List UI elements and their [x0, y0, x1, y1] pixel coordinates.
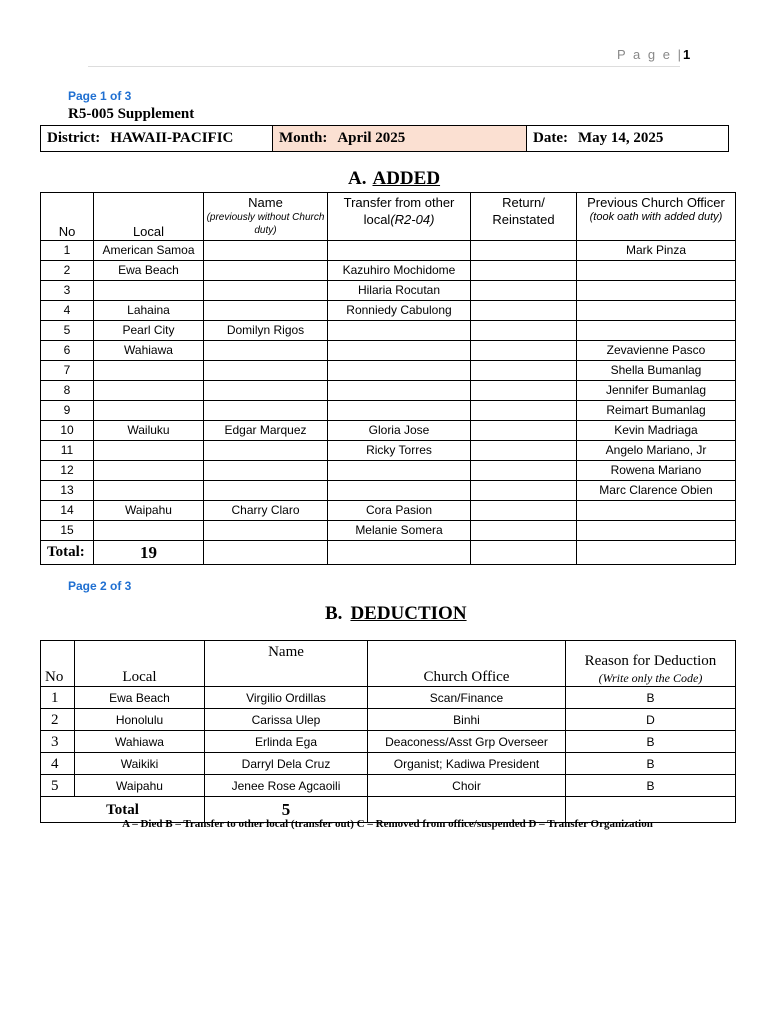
added-cell-officer: Shella Bumanlag [577, 361, 736, 381]
page-marker-first: Page 1 of 3 [68, 89, 132, 103]
added-cell-no: 6 [41, 341, 94, 361]
added-cell-name [204, 521, 328, 541]
added-cell-no: 3 [41, 281, 94, 301]
table-row [41, 775, 736, 797]
added-cell-return [471, 301, 577, 321]
added-cell-officer [577, 521, 736, 541]
deduction-cell-local: Waipahu [75, 775, 205, 797]
deduction-cell-office: Organist; Kadiwa President [368, 753, 566, 775]
month-value: April 2025 [337, 130, 406, 146]
added-cell-local: Wailuku [94, 421, 204, 441]
deduction-cell-no: 4 [41, 753, 75, 775]
added-cell-return [471, 421, 577, 441]
section-a-letter: A. [348, 168, 367, 189]
added-header-return: Return/ Reinstated [471, 193, 577, 241]
added-cell-transfer: Melanie Somera [328, 521, 471, 541]
added-cell-no: 7 [41, 361, 94, 381]
added-total-empty [577, 541, 736, 565]
table-row [41, 301, 736, 321]
added-cell-return [471, 261, 577, 281]
deduction-cell-office: Scan/Finance [368, 687, 566, 709]
added-cell-transfer: Ronniedy Cabulong [328, 301, 471, 321]
added-header-no: No [41, 193, 94, 241]
table-row [41, 281, 736, 301]
added-cell-return [471, 441, 577, 461]
added-header-officer [577, 193, 736, 241]
table-row [41, 461, 736, 481]
deduction-header-local: Local [75, 641, 205, 687]
table-row [41, 687, 736, 709]
deduction-cell-no: 1 [41, 687, 75, 709]
added-cell-no: 15 [41, 521, 94, 541]
added-cell-return [471, 341, 577, 361]
added-cell-no: 12 [41, 461, 94, 481]
table-row [41, 481, 736, 501]
added-cell-return [471, 461, 577, 481]
added-cell-name [204, 381, 328, 401]
table-row [41, 361, 736, 381]
added-cell-local: Waipahu [94, 501, 204, 521]
added-cell-officer: Mark Pinza [577, 241, 736, 261]
added-cell-name [204, 441, 328, 461]
deduction-cell-reason: B [566, 731, 736, 753]
added-table [40, 192, 736, 565]
deduction-table [40, 640, 736, 823]
added-cell-local: American Samoa [94, 241, 204, 261]
month-label: Month: [279, 130, 328, 146]
added-cell-name [204, 361, 328, 381]
table-row [41, 341, 736, 361]
added-cell-local [94, 521, 204, 541]
added-cell-return [471, 361, 577, 381]
added-cell-transfer: Kazuhiro Mochidome [328, 261, 471, 281]
added-cell-officer [577, 261, 736, 281]
added-cell-officer: Angelo Mariano, Jr [577, 441, 736, 461]
table-row [41, 441, 736, 461]
added-cell-return [471, 521, 577, 541]
header-divider [88, 66, 680, 67]
added-cell-local: Wahiawa [94, 341, 204, 361]
section-b-title [325, 603, 467, 625]
added-cell-local [94, 441, 204, 461]
added-cell-officer: Jennifer Bumanlag [577, 381, 736, 401]
added-cell-no: 1 [41, 241, 94, 261]
added-total-value: 19 [94, 541, 204, 565]
table-row [41, 521, 736, 541]
deduction-cell-local: Honolulu [75, 709, 205, 731]
deduction-cell-name: Erlinda Ega [205, 731, 368, 753]
date-value: May 14, 2025 [577, 130, 664, 146]
added-cell-officer [577, 301, 736, 321]
added-cell-no: 5 [41, 321, 94, 341]
added-cell-transfer [328, 381, 471, 401]
deduction-header-reason [566, 641, 736, 687]
added-header-officer-label: Previous Church Officer [587, 195, 725, 210]
page-number-label [617, 47, 690, 62]
added-cell-no: 9 [41, 401, 94, 421]
added-cell-name [204, 461, 328, 481]
added-cell-local: Lahaina [94, 301, 204, 321]
added-cell-local [94, 481, 204, 501]
added-cell-name [204, 261, 328, 281]
deduction-cell-local: Ewa Beach [75, 687, 205, 709]
added-header-name [204, 193, 328, 241]
deduction-header-reason-note: (Write only the Code) [598, 671, 703, 685]
district-label: District: [47, 130, 101, 146]
added-cell-transfer [328, 241, 471, 261]
added-total-empty [471, 541, 577, 565]
added-cell-officer: Reimart Bumanlag [577, 401, 736, 421]
added-cell-return [471, 381, 577, 401]
added-cell-officer: Kevin Madriaga [577, 421, 736, 441]
added-cell-transfer [328, 341, 471, 361]
deduction-table-body [41, 687, 736, 797]
added-header-transfer-label: Transfer from other local [343, 195, 455, 227]
added-cell-local: Pearl City [94, 321, 204, 341]
added-cell-return [471, 501, 577, 521]
added-cell-transfer [328, 461, 471, 481]
added-cell-name [204, 241, 328, 261]
added-cell-return [471, 481, 577, 501]
deduction-cell-reason: B [566, 687, 736, 709]
section-a-title [348, 168, 440, 190]
added-header-officer-note: (took oath with added duty) [589, 211, 723, 223]
date-label: Date: [533, 130, 568, 146]
deduction-total-value: 5 [205, 797, 368, 823]
added-cell-officer [577, 501, 736, 521]
added-total-empty [328, 541, 471, 565]
added-cell-return [471, 401, 577, 421]
added-cell-name [204, 281, 328, 301]
table-row [41, 421, 736, 441]
deduction-cell-reason: B [566, 775, 736, 797]
added-cell-officer: Rowena Mariano [577, 461, 736, 481]
page-number-value: 1 [682, 47, 691, 62]
deduction-header-no: No [41, 641, 75, 687]
added-header-transfer [328, 193, 471, 241]
added-header-name-label: Name [248, 195, 283, 210]
added-cell-return [471, 281, 577, 301]
added-cell-local [94, 401, 204, 421]
table-row [41, 753, 736, 775]
added-cell-local [94, 381, 204, 401]
added-cell-transfer [328, 321, 471, 341]
added-cell-local [94, 281, 204, 301]
added-total-empty [204, 541, 328, 565]
deduction-cell-no: 3 [41, 731, 75, 753]
page-label-text: P a g e | [617, 47, 683, 62]
added-cell-no: 14 [41, 501, 94, 521]
added-cell-name [204, 301, 328, 321]
table-row [41, 731, 736, 753]
deduction-cell-name: Carissa Ulep [205, 709, 368, 731]
table-row [41, 241, 736, 261]
added-cell-name [204, 481, 328, 501]
added-header-transfer-code: (R2-04) [390, 212, 435, 227]
added-header-name-note: (previously without Church duty) [206, 212, 325, 236]
added-cell-local [94, 361, 204, 381]
added-cell-transfer [328, 481, 471, 501]
added-total-label: Total: [41, 541, 94, 565]
deduction-cell-reason: B [566, 753, 736, 775]
added-cell-officer: Zevavienne Pasco [577, 341, 736, 361]
table-row [41, 401, 736, 421]
added-cell-officer [577, 321, 736, 341]
table-row [41, 381, 736, 401]
added-cell-transfer: Hilaria Rocutan [328, 281, 471, 301]
added-cell-local: Ewa Beach [94, 261, 204, 281]
added-cell-name: Edgar Marquez [204, 421, 328, 441]
deduction-table-header [41, 641, 736, 687]
added-cell-local [94, 461, 204, 481]
deduction-cell-office: Deaconess/Asst Grp Overseer [368, 731, 566, 753]
added-cell-no: 4 [41, 301, 94, 321]
added-cell-no: 10 [41, 421, 94, 441]
deduction-cell-name: Darryl Dela Cruz [205, 753, 368, 775]
added-table-body [41, 241, 736, 541]
added-cell-transfer [328, 401, 471, 421]
page-marker-second: Page 2 of 3 [68, 579, 132, 593]
added-cell-no: 8 [41, 381, 94, 401]
added-cell-officer [577, 281, 736, 301]
date-cell [527, 126, 728, 151]
added-total-row [41, 541, 736, 565]
added-header-local: Local [94, 193, 204, 241]
section-b-letter: B. [325, 603, 343, 624]
deduction-cell-office: Choir [368, 775, 566, 797]
added-cell-return [471, 241, 577, 261]
added-cell-transfer: Cora Pasion [328, 501, 471, 521]
added-table-header [41, 193, 736, 241]
deduction-cell-reason: D [566, 709, 736, 731]
added-cell-no: 2 [41, 261, 94, 281]
deduction-cell-name: Jenee Rose Agcaoili [205, 775, 368, 797]
added-cell-transfer: Ricky Torres [328, 441, 471, 461]
table-row [41, 709, 736, 731]
added-cell-no: 11 [41, 441, 94, 461]
deduction-cell-local: Wahiawa [75, 731, 205, 753]
deduction-cell-no: 2 [41, 709, 75, 731]
deduction-cell-no: 5 [41, 775, 75, 797]
district-value: HAWAII-PACIFIC [110, 130, 234, 146]
added-cell-name: Charry Claro [204, 501, 328, 521]
added-cell-name [204, 401, 328, 421]
month-cell [273, 126, 527, 151]
deduction-header-reason-label: Reason for Deduction [584, 653, 717, 669]
deduction-cell-name: Virgilio Ordillas [205, 687, 368, 709]
form-code: R5-005 Supplement [68, 106, 195, 122]
deduction-cell-office: Binhi [368, 709, 566, 731]
deduction-code-legend: A – Died B – Transfer to other local (transfer out) C – Removed from office/suspended D – Transfer Organization [122, 818, 653, 830]
deduction-header-office: Church Office [368, 641, 566, 687]
added-cell-name: Domilyn Rigos [204, 321, 328, 341]
section-a-heading: ADDED [372, 168, 441, 189]
district-cell [41, 126, 273, 151]
added-cell-no: 13 [41, 481, 94, 501]
section-b-heading: DEDUCTION [350, 603, 467, 624]
added-cell-officer: Marc Clarence Obien [577, 481, 736, 501]
deduction-cell-local: Waikiki [75, 753, 205, 775]
added-cell-transfer [328, 361, 471, 381]
added-cell-transfer: Gloria Jose [328, 421, 471, 441]
added-cell-name [204, 341, 328, 361]
added-cell-return [471, 321, 577, 341]
table-row [41, 261, 736, 281]
deduction-header-name: Name [205, 641, 368, 687]
deduction-total-label: Total [41, 797, 205, 823]
report-info-bar [40, 125, 729, 152]
table-row [41, 501, 736, 521]
table-row [41, 321, 736, 341]
